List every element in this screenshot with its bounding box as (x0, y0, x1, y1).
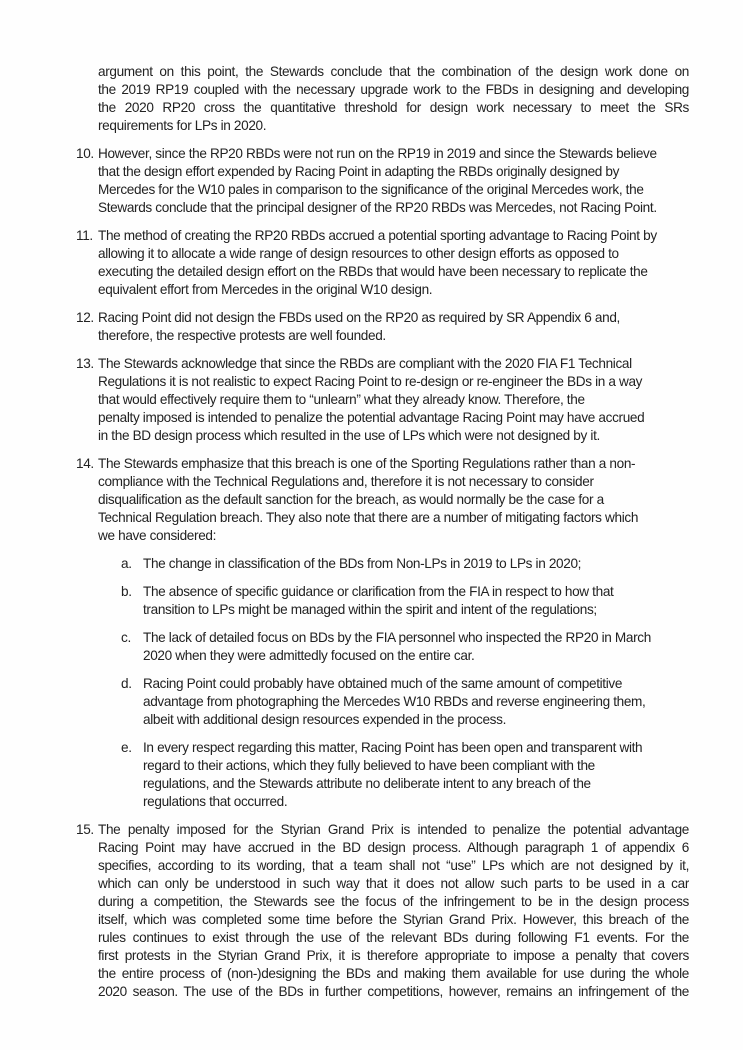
paragraph-line: The method of creating the RP20 RBDs accrued a potential sporting advantage to Racing Point by (98, 228, 657, 243)
list-item-line: The change in classification of the BDs from Non-LPs in 2019 to LPs in 2020; (143, 556, 582, 571)
paragraph-line: argument on this point, the Stewards conclude that the combination of the design work done on (98, 64, 689, 79)
list-item-line: advantage from photographing the Mercedes W10 RBDs and reverse engineering them, (143, 694, 646, 709)
paragraph-line: The Stewards acknowledge that since the RBDs are compliant with the 2020 FIA F1 Technical (98, 356, 632, 371)
paragraph-number: 11. (76, 228, 93, 243)
paragraph-line: which can only be understood in such way that it does not allow such parts to be used in a car (98, 876, 689, 891)
paragraph-line: allowing it to allocate a wide range of design resources to other design efforts as opposed to (98, 246, 619, 261)
paragraph-line: Mercedes for the W10 pales in comparison to the significance of the original Mercedes work, the (98, 182, 644, 197)
list-item-line: albeit with additional design resources expended in the process. (143, 712, 506, 727)
list-item-line: The absence of specific guidance or clarification from the FIA in respect to how that (143, 584, 614, 599)
paragraph-number: 15. (76, 822, 94, 837)
paragraph-line: Technical Regulation breach. They also note that there are a number of mitigating factors which (98, 510, 639, 525)
list-item-letter: a. (121, 556, 132, 571)
paragraph-number: 10. (76, 146, 94, 161)
paragraph-line: rules continues to exist through the use of the relevant BDs during following F1 events. For the (98, 930, 689, 945)
list-item-line: In every respect regarding this matter, Racing Point has been open and transparent with (143, 740, 643, 755)
paragraph-line: the 2020 RP20 cross the quantitative threshold for design work necessary to meet the SRs (98, 100, 689, 115)
paragraph-line: compliance with the Technical Regulations and, therefore it is not necessary to consider (98, 474, 594, 489)
paragraph-line: first protests in the Styrian Grand Prix, it is therefore appropriate to impose a penalty that covers (98, 948, 689, 963)
paragraph-number: 13. (76, 356, 94, 371)
paragraph-line: specifies, according to its wording, that a team shall not “use” LPs which are not designed by it, (98, 858, 689, 873)
list-item-line: regulations, and the Stewards attribute no deliberate intent to any breach of the (143, 776, 591, 791)
paragraph-line: Racing Point did not design the FBDs used on the RP20 as required by SR Appendix 6 and, (98, 310, 620, 325)
paragraph-line: Regulations it is not realistic to expect Racing Point to re-design or re-engineer the BDs in a way (98, 374, 643, 389)
list-item-line: regard to their actions, which they fully believed to have been compliant with the (143, 758, 595, 773)
paragraph-number: 12. (76, 310, 94, 325)
list-item-letter: e. (121, 740, 132, 755)
list-item-letter: c. (121, 630, 131, 645)
list-item-line: The lack of detailed focus on BDs by the FIA personnel who inspected the RP20 in March (143, 630, 651, 645)
list-item-line: 2020 when they were admittedly focused on the entire car. (143, 648, 475, 663)
paragraph-line: executing the detailed design effort on the RBDs that would have been necessary to replicate the (98, 264, 648, 279)
paragraph-line: the entire process of (non-)designing the BDs and making them available for use during the whole (98, 966, 689, 981)
paragraph-line: in the BD design process which resulted in the use of LPs which were not designed by it. (98, 428, 600, 443)
paragraph-line: The penalty imposed for the Styrian Grand Prix is intended to penalize the potential advantage (98, 822, 689, 837)
paragraph-line: Racing Point may have accrued in the BD design process. Although paragraph 1 of appendix 6 (98, 840, 689, 855)
paragraph-line: we have considered: (98, 528, 217, 543)
list-item-line: regulations that occurred. (143, 794, 288, 809)
list-item-letter: b. (121, 584, 132, 599)
paragraph-line: requirements for LPs in 2020. (98, 118, 267, 133)
paragraph-line: The Stewards emphasize that this breach is one of the Sporting Regulations rather than a non- (98, 456, 636, 471)
paragraph-line: disqualification as the default sanction for the breach, as would normally be the case for a (98, 492, 604, 507)
paragraph-line: itself, which was completed some time before the Styrian Grand Prix. However, this breach of the (98, 912, 689, 927)
paragraph-number: 14. (76, 456, 94, 471)
list-item-letter: d. (121, 676, 132, 691)
paragraph-line: that would effectively require them to “unlearn” what they already know. Therefore, the (98, 392, 585, 407)
paragraph-line: equivalent effort from Mercedes in the original W10 design. (98, 282, 433, 297)
list-item-line: Racing Point could probably have obtained much of the same amount of competitive (143, 676, 623, 691)
paragraph-line: Stewards conclude that the principal designer of the RP20 RBDs was Mercedes, not Racing Point. (98, 200, 657, 215)
paragraph-line: therefore, the respective protests are well founded. (98, 328, 386, 343)
paragraph-line: during a competition, the Stewards see the focus of the infringement to be in the design process (98, 894, 689, 909)
list-item-line: transition to LPs might be managed within the spirit and intent of the regulations; (143, 602, 597, 617)
paragraph-line: However, since the RP20 RBDs were not run on the RP19 in 2019 and since the Stewards believe (98, 146, 657, 161)
paragraph-line: penalty imposed is intended to penalize the potential advantage Racing Point may have accrued (98, 410, 645, 425)
paragraph-line: the 2019 RP19 coupled with the necessary upgrade work to the FBDs in designing and developing (98, 82, 689, 97)
paragraph-line: that the design effort expended by Racing Point in adapting the RBDs originally designed by (98, 164, 620, 179)
paragraph-line: 2020 season. The use of the BDs in further competitions, however, remains an infringement of the (98, 984, 689, 999)
